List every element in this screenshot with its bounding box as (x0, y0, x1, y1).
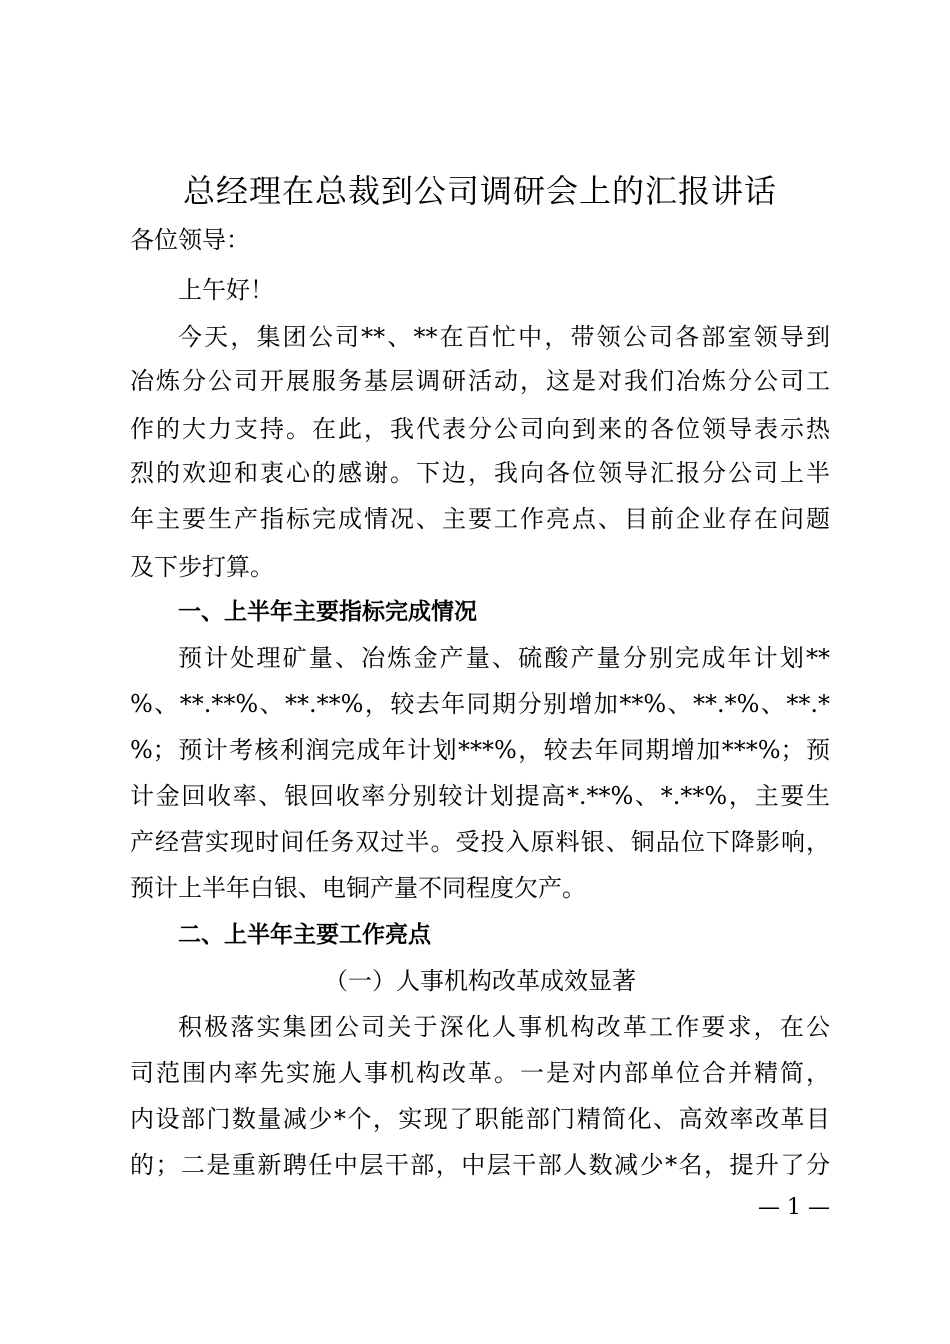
section1-line: %；预计考核利润完成年计划***%，较去年同期增加***%；预 (130, 736, 830, 764)
greeting: 上午好！ (178, 276, 274, 304)
intro-line: 年主要生产指标完成情况、主要工作亮点、目前企业存在问题 (130, 505, 830, 533)
section2-line: 的；二是重新聘任中层干部，中层干部人数减少*名，提升了分 (130, 1151, 830, 1179)
intro-line: 烈的欢迎和衷心的感谢。下边，我向各位领导汇报分公司上半 (130, 459, 830, 487)
section-heading: 二、上半年主要工作亮点 (178, 922, 431, 948)
section1-line: 预计处理矿量、冶炼金产量、硫酸产量分别完成年计划** (178, 644, 830, 672)
intro-line: 今天，集团公司**、**在百忙中，带领公司各部室领导到 (178, 323, 830, 351)
section-heading: 一、上半年主要指标完成情况 (178, 599, 477, 625)
section1-line: 计金回收率、银回收率分别较计划提高*.**%、*.**%，主要生 (130, 782, 830, 810)
subsection-heading: （一）人事机构改革成效显著 (324, 967, 636, 995)
section1-line: 产经营实现时间任务双过半。受投入原料银、铜品位下降影响， (130, 828, 830, 856)
section1-line: 预计上半年白银、电铜产量不同程度欠产。 (130, 874, 586, 902)
page-number: — 1 — (758, 1195, 830, 1220)
salutation: 各位领导： (130, 226, 250, 254)
document-title: 总经理在总裁到公司调研会上的汇报讲话 (182, 172, 777, 210)
section2-line: 内设部门数量减少*个，实现了职能部门精简化、高效率改革目 (130, 1105, 830, 1133)
section1-line: %、**.**%、**.**%，较去年同期分别增加**%、**.*%、**.* (130, 690, 830, 718)
intro-line: 作的大力支持。在此，我代表分公司向到来的各位领导表示热 (130, 415, 830, 443)
section2-line: 积极落实集团公司关于深化人事机构改革工作要求，在公 (178, 1013, 830, 1041)
intro-line: 及下步打算。 (130, 553, 274, 581)
intro-line: 冶炼分公司开展服务基层调研活动，这是对我们冶炼分公司工 (130, 367, 830, 395)
section2-line: 司范围内率先实施人事机构改革。一是对内部单位合并精简， (130, 1059, 830, 1087)
